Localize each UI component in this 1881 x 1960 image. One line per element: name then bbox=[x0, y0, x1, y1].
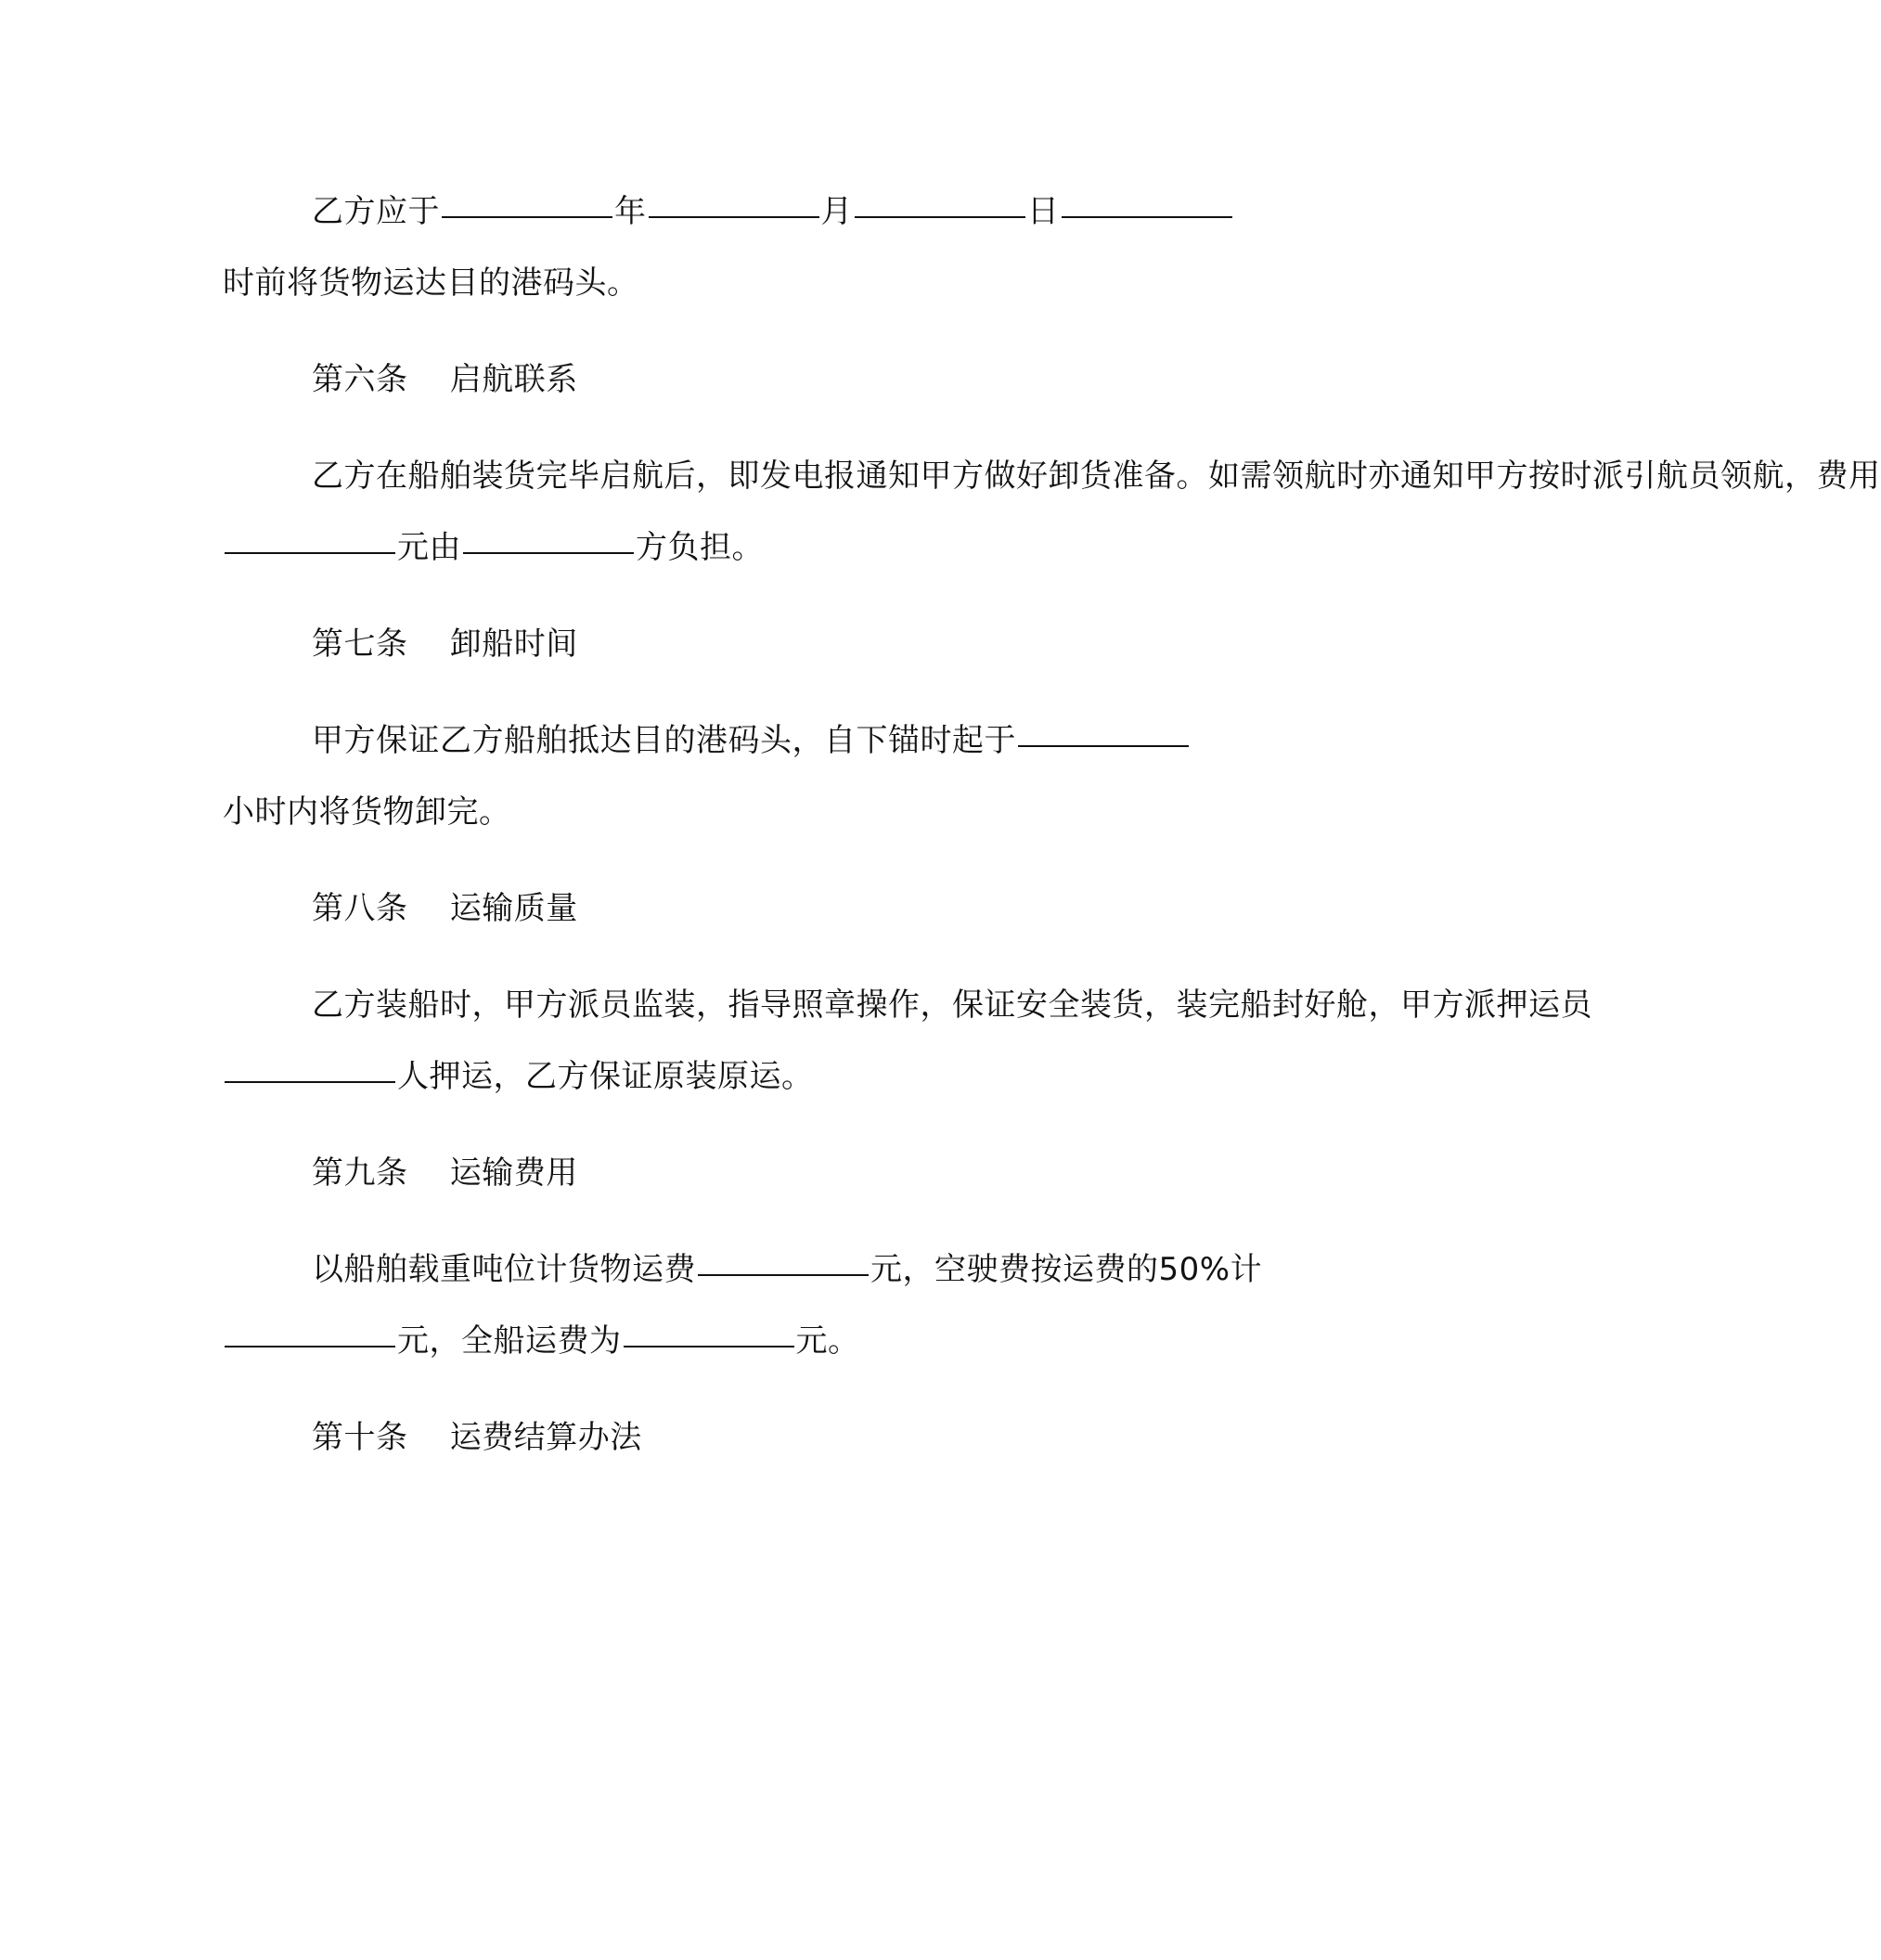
text-segment: 元由 bbox=[397, 529, 461, 566]
text-segment: 元。 bbox=[795, 1322, 860, 1360]
article-7-heading: 第七条 卸船时间 bbox=[312, 625, 578, 663]
text-segment: 日 bbox=[1027, 193, 1060, 230]
blank-year bbox=[442, 215, 612, 218]
departure-contact-paragraph bbox=[223, 441, 1881, 584]
article-9-heading: 第九条 运输费用 bbox=[312, 1154, 578, 1192]
blank-fee-payer bbox=[463, 551, 634, 554]
blank-day bbox=[855, 215, 1025, 218]
blank-pilot-fee bbox=[225, 551, 395, 554]
text-segment: 方负担。 bbox=[636, 529, 764, 566]
text-segment: 年 bbox=[614, 193, 647, 230]
text-segment: 月 bbox=[820, 193, 853, 230]
transport-cost-paragraph bbox=[223, 1234, 1281, 1377]
transport-quality-paragraph bbox=[223, 970, 1592, 1113]
document-body bbox=[223, 176, 1881, 1499]
blank-hour bbox=[1062, 215, 1232, 218]
unloading-time-paragraph bbox=[223, 705, 1281, 848]
blank-escort-count bbox=[225, 1080, 395, 1083]
delivery-deadline-paragraph bbox=[223, 176, 1281, 319]
blank-empty-fee bbox=[225, 1345, 395, 1348]
text-segment: 元，空驶费按运费的50%计 bbox=[870, 1251, 1263, 1288]
blank-month bbox=[649, 215, 819, 218]
article-8-heading: 第八条 运输质量 bbox=[312, 890, 578, 927]
blank-freight-rate bbox=[698, 1273, 869, 1276]
article-6-heading: 第六条 启航联系 bbox=[312, 361, 578, 398]
text-segment: 乙方应于 bbox=[312, 193, 440, 230]
text-segment: 乙方装船时，甲方派员监装，指导照章操作，保证安全装货，装完船封好舱，甲方派押运员 bbox=[312, 986, 1592, 1024]
blank-unload-hours bbox=[1018, 744, 1189, 747]
blank-total-freight bbox=[624, 1345, 794, 1348]
text-segment: 甲方保证乙方船舶抵达目的港码头，自下锚时起于 bbox=[312, 722, 1016, 759]
text-segment: 以船舶载重吨位计货物运费 bbox=[312, 1251, 696, 1288]
article-10-heading: 第十条 运费结算办法 bbox=[312, 1419, 642, 1456]
text-segment: 元，全船运费为 bbox=[397, 1322, 622, 1360]
text-segment: 乙方在船舶装货完毕启航后，即发电报通知甲方做好卸货准备。如需领航时亦通知甲方按时派引航员领航，费用 bbox=[312, 458, 1881, 495]
text-segment: 小时内将货物卸完。 bbox=[223, 793, 511, 831]
text-segment: 人押运，乙方保证原装原运。 bbox=[397, 1058, 814, 1095]
text-segment: 时前将货物运达目的港码头。 bbox=[223, 264, 639, 302]
